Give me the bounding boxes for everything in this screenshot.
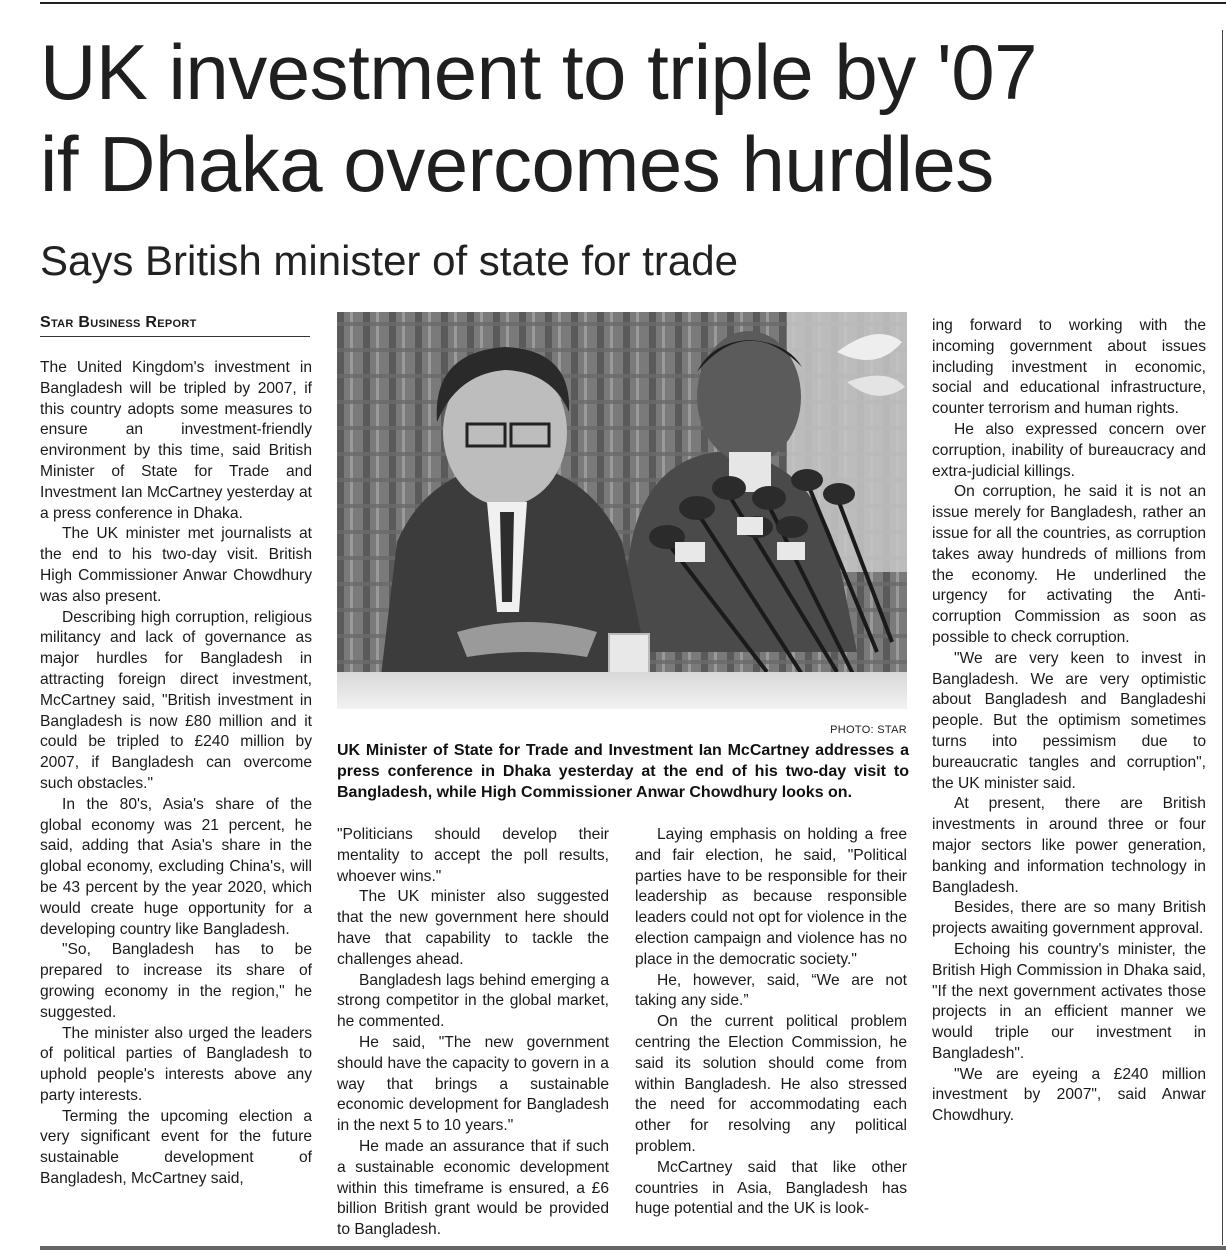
- paragraph: ing forward to working with the incoming government about issues including investment in economic, social and educational infrastructure, counter terrorism and human rights.: [932, 317, 1206, 418]
- press-conference-photo: [337, 312, 907, 709]
- article-column-1: [40, 358, 312, 1190]
- paragraph: The minister also urged the leaders of political parties of Bangladesh to uphold people's interests above any party interests.: [40, 1024, 312, 1104]
- paragraph: At present, there are British investments in around three or four major sectors like power generation, banking and information technology in Bangladesh.: [932, 795, 1206, 896]
- paragraph: Describing high corruption, religious militancy and lack of governance as major hurdles for Bangladesh in attracting foreign direct investment, McCartney said, "British investment in Bangladesh is now £80 million and it could be tripled to £240 million by 2007, if Bangladesh can overcome such obstacles.": [40, 608, 312, 792]
- photo-credit: PHOTO: STAR: [830, 724, 907, 736]
- bottom-rule: [40, 1246, 1226, 1250]
- headline-line-1: UK investment to triple by '07: [40, 28, 1038, 116]
- headline: [40, 26, 1220, 210]
- paragraph: "Politicians should develop their mentality to accept the poll results, whoever wins.": [337, 826, 609, 885]
- paragraph: On the current political problem centring the Election Commission, he said its solution should come from within Bangladesh. He also stressed the need for accommodating each other for resolving any political problem.: [635, 1013, 907, 1155]
- paragraph: McCartney said that like other countries in Asia, Bangladesh has huge potential and the UK is look-: [635, 1158, 907, 1218]
- subheadline: Says British minister of state for trade: [40, 237, 738, 284]
- right-rule: [1222, 30, 1223, 1245]
- paragraph: "We are eyeing a £240 million investment by 2007", said Anwar Chowdhury.: [932, 1065, 1206, 1125]
- paragraph: He, however, said, “We are not taking any side.”: [635, 971, 907, 1010]
- paragraph: He also expressed concern over corruption, inability of bureaucracy and extra-judicial killings.: [932, 420, 1206, 480]
- article-column-2: [337, 825, 609, 1241]
- paragraph: He said, "The new government should have the capacity to govern in a way that brings a sustainable economic development for Bangladesh in the next 5 to 10 years.": [337, 1033, 609, 1135]
- paragraph: Laying emphasis on holding a free and fair election, he said, "Political parties have to be responsible for their leadership as because responsible leaders could not opt for violence in the election campaign and violence has no place in the democratic society.": [635, 826, 907, 968]
- paragraph: Echoing his country's minister, the British High Commission in Dhaka said, "If the next government activates those projects in an efficient manner we would triple our investment in Bangladesh".: [932, 940, 1206, 1062]
- paragraph: "So, Bangladesh has to be prepared to increase its share of growing economy in the region," he suggested.: [40, 941, 312, 1021]
- byline: Star Business Report: [40, 314, 310, 337]
- paragraph: Terming the upcoming election a very significant event for the future sustainable development of Bangladesh, McCartney said,: [40, 1107, 312, 1188]
- paragraph: On corruption, he said it is not an issue merely for Bangladesh, rather an issue for all the countries, as corruption takes away hundreds of millions from the economy. He underlined the urgency for activating the Anti-corruption Commission as soon as possible to check corruption.: [932, 483, 1206, 646]
- paragraph: The UK minister met journalists at the end to his two-day visit. British High Commissioner Anwar Chowdhury was also present.: [40, 525, 312, 605]
- paragraph: The United Kingdom's investment in Bangladesh will be tripled by 2007, if this country adopts some measures to ensure an investment-friendly environment by this time, said British Minister of State for Trade and Investment Ian McCartney yesterday at a press conference in Dhaka.: [40, 359, 312, 522]
- paragraph: Besides, there are so many British projects awaiting government approval.: [932, 899, 1206, 938]
- paragraph: He made an assurance that if such a sustainable economic development within this timeframe is ensured, a £6 billion British grant would be provided to Bangladesh.: [337, 1137, 609, 1239]
- paragraph: In the 80's, Asia's share of the global economy was 21 percent, he said, adding that Asia's share in the global economy, excluding China's, will be 43 percent by the year 2020, which would create huge opportunity for a developing country like Bangladesh.: [40, 795, 312, 938]
- article-column-4: [932, 316, 1206, 1127]
- article-column-3: [635, 825, 907, 1220]
- paragraph: The UK minister also suggested that the new government here should have that capability to tackle the challenges ahead.: [337, 888, 609, 968]
- photo-caption: UK Minister of State for Trade and Investment Ian McCartney addresses a press conference in Dhaka yesterday at the end of his two-day visit to Bangladesh, while High Commissioner Anwar Chowdhury looks on.: [337, 742, 909, 801]
- paragraph: "We are very keen to invest in Bangladesh. We are very optimistic about Bangladesh and Bangladeshi people. But the optimism sometimes turns into pessimism due to bureaucratic tangles and corruption", the UK minister said.: [932, 649, 1206, 792]
- top-rule: [40, 2, 1226, 4]
- headline-line-2: if Dhaka overcomes hurdles: [40, 120, 994, 208]
- paragraph: Bangladesh lags behind emerging a strong competitor in the global market, he commented.: [337, 971, 609, 1031]
